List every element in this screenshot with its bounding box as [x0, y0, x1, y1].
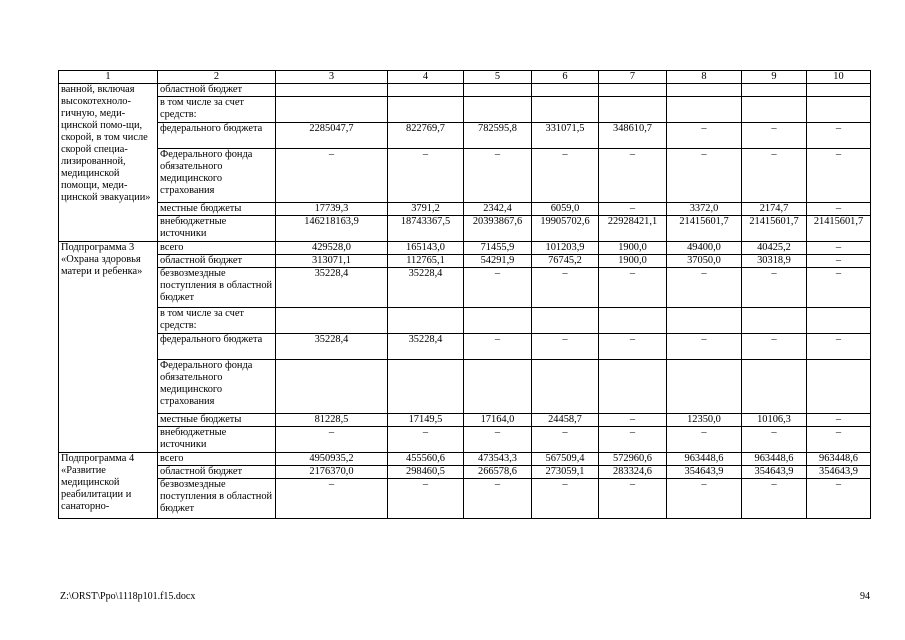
value-cell: 22928421,1: [599, 216, 667, 242]
table-row: [59, 360, 871, 414]
value-cell: 429528,0: [276, 242, 388, 255]
table-row: [59, 427, 871, 453]
column-number: 8: [667, 71, 742, 84]
value-cell: –: [667, 427, 742, 453]
column-number: 3: [276, 71, 388, 84]
value-cell: [742, 97, 807, 123]
value-cell: –: [742, 149, 807, 203]
value-cell: –: [532, 268, 599, 308]
value-cell: 54291,9: [464, 255, 532, 268]
value-cell: 348610,7: [599, 123, 667, 149]
value-cell: 10106,3: [742, 414, 807, 427]
funding-source: местные бюджеты: [158, 203, 276, 216]
value-cell: –: [532, 334, 599, 360]
value-cell: –: [807, 268, 871, 308]
table-row: [59, 255, 871, 268]
value-cell: 4950935,2: [276, 453, 388, 466]
value-cell: 2174,7: [742, 203, 807, 216]
funding-source: областной бюджет: [158, 255, 276, 268]
value-cell: 24458,7: [532, 414, 599, 427]
value-cell: [742, 360, 807, 414]
funding-source: всего: [158, 453, 276, 466]
value-cell: 81228,5: [276, 414, 388, 427]
value-cell: [464, 84, 532, 97]
value-cell: 2342,4: [464, 203, 532, 216]
value-cell: [742, 308, 807, 334]
funding-source: безвозмездные поступления в областной бюджет: [158, 479, 276, 519]
value-cell: –: [807, 255, 871, 268]
value-cell: –: [807, 242, 871, 255]
value-cell: –: [599, 427, 667, 453]
value-cell: 273059,1: [532, 466, 599, 479]
value-cell: –: [599, 149, 667, 203]
value-cell: [667, 97, 742, 123]
table-row: [59, 203, 871, 216]
value-cell: –: [599, 414, 667, 427]
value-cell: 354643,9: [742, 466, 807, 479]
value-cell: –: [742, 334, 807, 360]
value-cell: –: [532, 427, 599, 453]
value-cell: 473543,3: [464, 453, 532, 466]
value-cell: [276, 97, 388, 123]
value-cell: 37050,0: [667, 255, 742, 268]
value-cell: 21415601,7: [742, 216, 807, 242]
value-cell: –: [742, 123, 807, 149]
funding-source: всего: [158, 242, 276, 255]
value-cell: 17739,3: [276, 203, 388, 216]
value-cell: 963448,6: [667, 453, 742, 466]
table-row: [59, 466, 871, 479]
value-cell: 20393867,6: [464, 216, 532, 242]
value-cell: –: [464, 334, 532, 360]
table-row: [59, 123, 871, 149]
funding-source: безвозмездные поступления в областной бюджет: [158, 268, 276, 308]
value-cell: 2285047,7: [276, 123, 388, 149]
value-cell: 567509,4: [532, 453, 599, 466]
value-cell: 18743367,5: [388, 216, 464, 242]
value-cell: –: [667, 123, 742, 149]
value-cell: –: [807, 427, 871, 453]
value-cell: [807, 97, 871, 123]
value-cell: –: [388, 149, 464, 203]
program-name: Подпрограмма 3 «Охрана здоровья матери и ребенка»: [59, 242, 158, 453]
value-cell: –: [276, 149, 388, 203]
value-cell: 298460,5: [388, 466, 464, 479]
funding-source: в том числе за счет средств:: [158, 97, 276, 123]
value-cell: –: [667, 479, 742, 519]
table-body: [59, 71, 871, 519]
value-cell: [807, 308, 871, 334]
value-cell: 354643,9: [807, 466, 871, 479]
value-cell: –: [276, 427, 388, 453]
value-cell: 3791,2: [388, 203, 464, 216]
value-cell: 283324,6: [599, 466, 667, 479]
value-cell: 782595,8: [464, 123, 532, 149]
value-cell: [532, 308, 599, 334]
value-cell: [388, 97, 464, 123]
value-cell: 21415601,7: [807, 216, 871, 242]
value-cell: –: [599, 268, 667, 308]
value-cell: –: [807, 479, 871, 519]
value-cell: 35228,4: [276, 268, 388, 308]
value-cell: 6059,0: [532, 203, 599, 216]
funding-source: областной бюджет: [158, 466, 276, 479]
value-cell: 146218163,9: [276, 216, 388, 242]
value-cell: [276, 360, 388, 414]
value-cell: [532, 84, 599, 97]
program-name: ванной, включая высокотехноло-гичную, меди-цинской помо-щи, скорой, в том числе скорой специа-лизированной, медицинской помощи, меди-цинской эвакуации»: [59, 84, 158, 242]
value-cell: –: [807, 414, 871, 427]
header-row: [59, 71, 871, 84]
value-cell: [742, 84, 807, 97]
value-cell: [276, 308, 388, 334]
value-cell: –: [667, 334, 742, 360]
funding-source: местные бюджеты: [158, 414, 276, 427]
value-cell: [464, 360, 532, 414]
value-cell: –: [599, 479, 667, 519]
program-name: Подпрограмма 4 «Развитие медицинской реабилитации и санаторно-: [59, 453, 158, 519]
budget-table: [58, 70, 871, 519]
value-cell: [667, 84, 742, 97]
column-number: 10: [807, 71, 871, 84]
value-cell: 76745,2: [532, 255, 599, 268]
table-row: [59, 308, 871, 334]
value-cell: 12350,0: [667, 414, 742, 427]
value-cell: [532, 360, 599, 414]
funding-source: в том числе за счет средств:: [158, 308, 276, 334]
table-row: [59, 453, 871, 466]
value-cell: 822769,7: [388, 123, 464, 149]
value-cell: [388, 308, 464, 334]
value-cell: –: [464, 149, 532, 203]
value-cell: –: [742, 479, 807, 519]
value-cell: 30318,9: [742, 255, 807, 268]
value-cell: –: [807, 334, 871, 360]
column-number: 5: [464, 71, 532, 84]
value-cell: –: [742, 427, 807, 453]
value-cell: 455560,6: [388, 453, 464, 466]
value-cell: [464, 308, 532, 334]
value-cell: –: [276, 479, 388, 519]
column-number: 2: [158, 71, 276, 84]
column-number: 6: [532, 71, 599, 84]
table-row: [59, 479, 871, 519]
value-cell: –: [599, 203, 667, 216]
value-cell: –: [532, 149, 599, 203]
column-number: 4: [388, 71, 464, 84]
value-cell: –: [532, 479, 599, 519]
value-cell: 165143,0: [388, 242, 464, 255]
value-cell: [807, 84, 871, 97]
value-cell: –: [667, 268, 742, 308]
value-cell: –: [667, 149, 742, 203]
value-cell: –: [599, 334, 667, 360]
value-cell: [464, 97, 532, 123]
column-number: 1: [59, 71, 158, 84]
value-cell: [667, 360, 742, 414]
table-row: [59, 216, 871, 242]
value-cell: –: [807, 203, 871, 216]
value-cell: –: [807, 149, 871, 203]
value-cell: 1900,0: [599, 255, 667, 268]
value-cell: [599, 360, 667, 414]
value-cell: –: [742, 268, 807, 308]
funding-source: федерального бюджета: [158, 123, 276, 149]
value-cell: –: [807, 123, 871, 149]
value-cell: 2176370,0: [276, 466, 388, 479]
value-cell: –: [388, 479, 464, 519]
value-cell: [388, 84, 464, 97]
value-cell: [807, 360, 871, 414]
table-row: [59, 414, 871, 427]
funding-source: внебюджетные источники: [158, 216, 276, 242]
value-cell: 17149,5: [388, 414, 464, 427]
value-cell: [599, 308, 667, 334]
value-cell: 963448,6: [807, 453, 871, 466]
value-cell: 963448,6: [742, 453, 807, 466]
value-cell: –: [464, 479, 532, 519]
value-cell: 40425,2: [742, 242, 807, 255]
value-cell: [276, 84, 388, 97]
value-cell: [667, 308, 742, 334]
value-cell: 313071,1: [276, 255, 388, 268]
funding-source: Федерального фонда обязательного медицинского страхования: [158, 149, 276, 203]
column-number: 7: [599, 71, 667, 84]
value-cell: 49400,0: [667, 242, 742, 255]
table-row: [59, 97, 871, 123]
value-cell: [388, 360, 464, 414]
table-row: [59, 149, 871, 203]
table-row: [59, 84, 871, 97]
value-cell: [599, 84, 667, 97]
file-path: Z:\ORST\Ppo\1118p101.f15.docx: [60, 591, 196, 602]
value-cell: 19905702,6: [532, 216, 599, 242]
value-cell: 331071,5: [532, 123, 599, 149]
value-cell: 1900,0: [599, 242, 667, 255]
value-cell: 354643,9: [667, 466, 742, 479]
table-row: [59, 268, 871, 308]
value-cell: 3372,0: [667, 203, 742, 216]
page-number: 94: [860, 591, 870, 602]
value-cell: 35228,4: [388, 268, 464, 308]
funding-source: федерального бюджета: [158, 334, 276, 360]
table-row: [59, 242, 871, 255]
value-cell: 17164,0: [464, 414, 532, 427]
value-cell: –: [464, 427, 532, 453]
value-cell: –: [388, 427, 464, 453]
funding-source: внебюджетные источники: [158, 427, 276, 453]
value-cell: 21415601,7: [667, 216, 742, 242]
funding-source: областной бюджет: [158, 84, 276, 97]
value-cell: [599, 97, 667, 123]
value-cell: –: [464, 268, 532, 308]
value-cell: [532, 97, 599, 123]
column-number: 9: [742, 71, 807, 84]
funding-source: Федерального фонда обязательного медицинского страхования: [158, 360, 276, 414]
value-cell: 266578,6: [464, 466, 532, 479]
value-cell: 572960,6: [599, 453, 667, 466]
value-cell: 71455,9: [464, 242, 532, 255]
value-cell: 112765,1: [388, 255, 464, 268]
value-cell: 35228,4: [276, 334, 388, 360]
value-cell: 35228,4: [388, 334, 464, 360]
table-row: [59, 334, 871, 360]
value-cell: 101203,9: [532, 242, 599, 255]
